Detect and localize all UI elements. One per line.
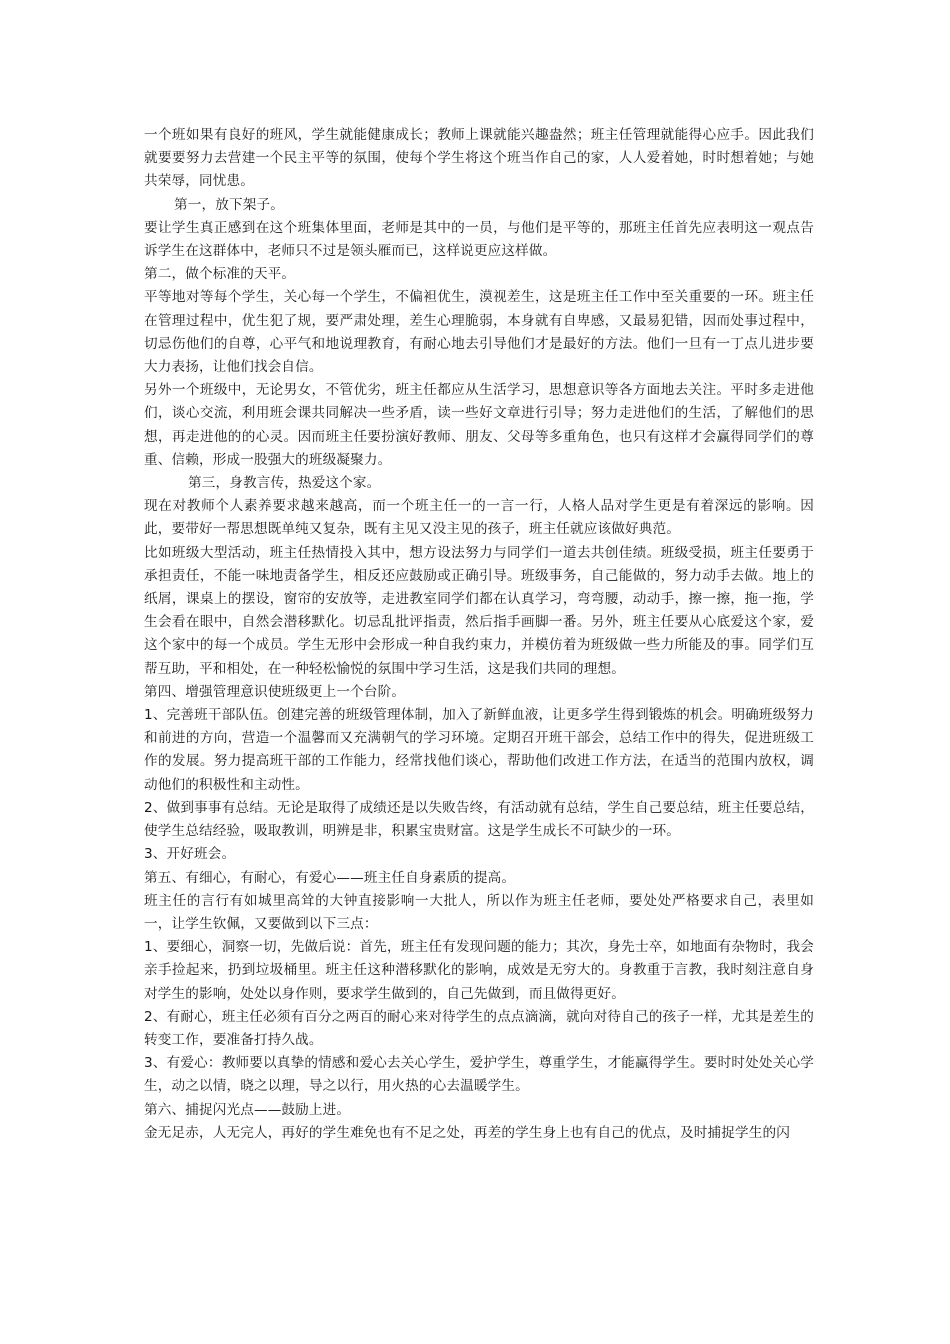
list-item: 2、做到事事有总结。无论是取得了成绩还是以失败告终，有活动就有总结，学生自己要总结，班主任要总结，使学生总结经验，吸取教训，明辨是非，积累宝贵财富。这是学生成长不可缺少的一环。 — [144, 799, 814, 840]
paragraph: 要让学生真正感到在这个班集体里面，老师是其中的一员，与他们是平等的，那班主任首先应表明这一观点告诉学生在这群体中，老师只不过是领头雁而已，这样说更应这样做。 — [144, 219, 814, 260]
section-heading: 第六、捕捉闪光点——鼓励上进。 — [144, 1101, 351, 1118]
section-heading: 第一，放下架子。 — [174, 196, 284, 213]
paragraph: 另外一个班级中，无论男女，不管优劣，班主任都应从生活学习，思想意识等各方面地去关注。平时多走进他们，谈心交流，利用班会课共同解决一些矛盾，读一些好文章进行引导；努力走进他们的生活，了解他们的思想，再走进他的的心灵。因而班主任要扮演好教师、朋友、父母等多重角色，也只有这样才会赢得同学们的尊重、信赖，形成一股强大的班级凝聚力。 — [144, 382, 814, 468]
list-item: 3、开好班会。 — [144, 846, 236, 863]
paragraph: 金无足赤，人无完人，再好的学生难免也有不足之处，再差的学生身上也有自己的优点，及时捕捉学生的闪 — [144, 1124, 790, 1141]
paragraph: 比如班级大型活动，班主任热情投入其中，想方设法努力与同学们一道去共创佳绩。班级受损，班主任要勇于承担责任，不能一味地责备学生，相反还应鼓励或正确引导。班级事务，自己能做的，努力动手去做。地上的纸屑，课桌上的摆设，窗帘的安放等，走进教室同学们都在认真学习，弯弯腰，动动手，擦一擦，拖一拖，学生会看在眼中，自然会潜移默化。切忌乱批评指责，然后指手画脚一番。另外，班主任要从心底爱这个家，爱这个家中的每一个成员。学生无形中会形成一种自我约束力，并模仿着为班级做一些力所能及的事。同学们互帮互助，平和相处，在一种轻松愉悦的氛围中学习生活，这是我们共同的理想。 — [144, 544, 814, 677]
section-heading: 第二，做个标准的天平。 — [144, 266, 296, 283]
list-item: 1、完善班干部队伍。创建完善的班级管理体制，加入了新鲜血液，让更多学生得到锻炼的机会。明确班级努力和前进的方向，营造一个温馨而又充满朝气的学习环境。定期召开班干部会，总结工作中的得失，促进班级工作的发展。努力提高班干部的工作能力，经常找他们谈心，帮助他们改进工作方法，在适当的范围内放权，调动他们的积极性和主动性。 — [144, 707, 814, 793]
list-item: 1、要细心，洞察一切，先做后说：首先，班主任有发现问题的能力；其次，身先士卒，如地面有杂物时，我会亲手捡起来，扔到垃圾桶里。班主任这种潜移默化的影响，成效是无穷大的。身教重于言教，我时刻注意自身对学生的影响，处处以身作则，要求学生做到的，自己先做到，而且做得更好。 — [144, 939, 814, 1002]
section-heading: 第五、有细心，有耐心，有爱心——班主任自身素质的提高。 — [144, 869, 516, 886]
paragraph: 一个班如果有良好的班风，学生就能健康成长；教师上课就能兴趣盎然；班主任管理就能得心应手。因此我们就要要努力去营建一个民主平等的氛围，使每个学生将这个班当作自己的家，人人爱着她，时时想着她；与她共荣辱，同忧患。 — [144, 127, 814, 190]
section-heading: 第四、增强管理意识使班级更上一个台阶。 — [144, 683, 406, 700]
section-heading: 第三，身教言传，热爱这个家。 — [188, 475, 381, 492]
paragraph: 平等地对等每个学生，关心每一个学生，不偏袒优生，漠视差生，这是班主任工作中至关重要的一环。班主任在管理过程中，优生犯了规，要严肃处理，差生心理脆弱，本身就有自卑感，又最易犯错，因而处事过程中，切忌伤他们的自尊，心平气和地说理教育，有耐心地去引导他们才是最好的方法。他们一旦有一丁点儿进步要大力表扬，让他们找会自信。 — [144, 289, 814, 376]
list-item: 3、有爱心：教师要以真挚的情感和爱心去关心学生，爱护学生，尊重学生，才能赢得学生。要时时处处关心学生，动之以情，晓之以理，导之以行，用火热的心去温暖学生。 — [144, 1055, 814, 1095]
paragraph: 现在对教师个人素养要求越来越高，而一个班主任一的一言一行，人格人品对学生更是有着深远的影响。因此，要带好一帮思想既单纯又复杂，既有主见又没主见的孩子，班主任就应该做好典范。 — [144, 498, 814, 538]
document-body — [144, 124, 814, 1145]
list-item: 2、有耐心，班主任必须有百分之两百的耐心来对待学生的点点滴滴，就向对待自己的孩子一样，尤其是差生的转变工作，要准备打持久战。 — [144, 1008, 814, 1048]
paragraph: 班主任的言行有如城里高耸的大钟直接影响一大批人，所以作为班主任老师，要处处严格要求自己，表里如一，让学生钦佩，又要做到以下三点： — [144, 892, 814, 932]
